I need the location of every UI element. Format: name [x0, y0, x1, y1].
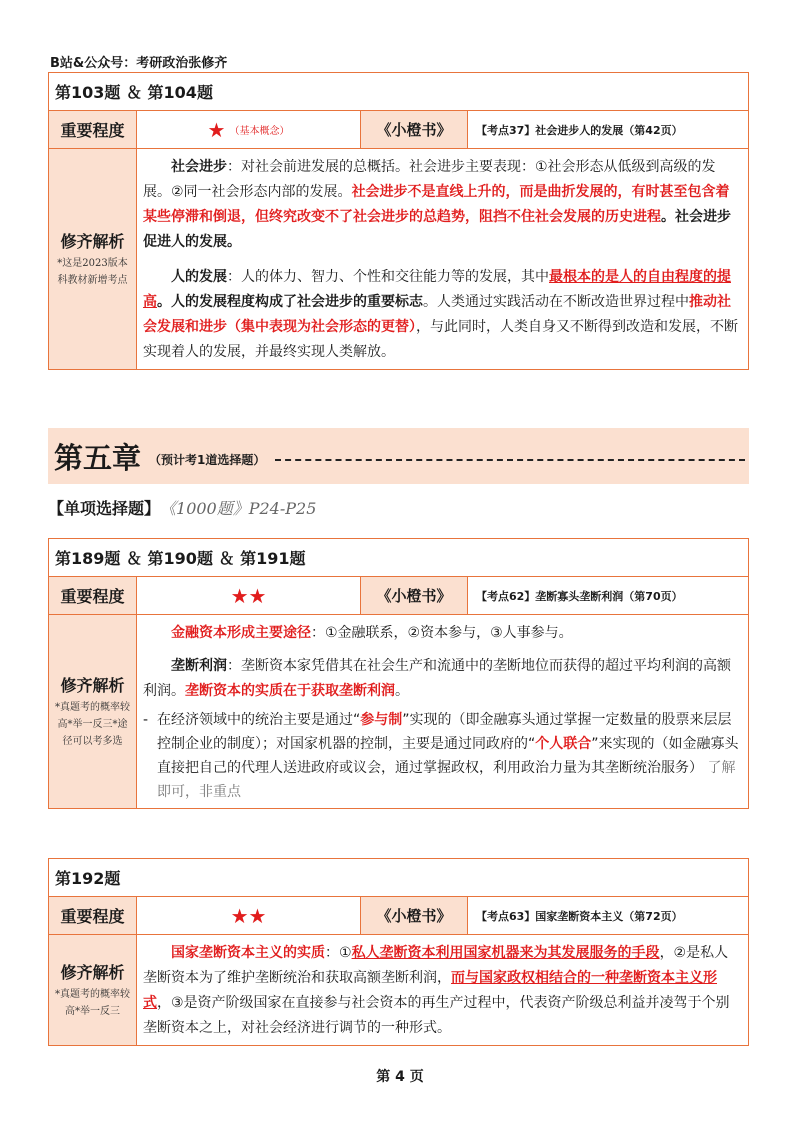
- book-label: 《小橙书》: [361, 577, 468, 614]
- importance-stars: ★★: [137, 897, 361, 934]
- key-point: 【考点63】国家垄断资本主义（第72页）: [476, 909, 683, 923]
- paragraph: 垄断利润：垄断资本家凭借其在社会生产和流通中的垄断地位而获得的超过平均利润的高额利润。垄断资本的实质在于获取垄断利润。: [143, 658, 731, 699]
- importance-label: 重要程度: [49, 577, 137, 614]
- importance-stars: [137, 111, 361, 148]
- book-label: 《小橙书》: [361, 897, 468, 934]
- analysis-label: 修齐解析: [60, 963, 125, 982]
- importance-row: [49, 111, 748, 149]
- analysis-note: *真题考的概率较高*举一反三*途径可以考多选: [55, 702, 130, 747]
- analysis-text: [137, 615, 748, 808]
- importance-label: 重要程度: [49, 111, 137, 148]
- importance-stars: ★★: [137, 577, 361, 614]
- page-number: 第 4 页: [376, 1069, 424, 1085]
- block-title: 第103题 ＆ 第104题: [49, 73, 748, 111]
- analysis-text: [137, 935, 748, 1045]
- bullet-icon: -: [143, 712, 149, 728]
- importance-row: [49, 897, 748, 935]
- block-title: 第192题: [49, 859, 748, 897]
- importance-label: 重要程度: [49, 897, 137, 934]
- star-note: （基本概念）: [229, 126, 290, 137]
- chapter-subtitle: （预计考1道选择题）: [149, 452, 266, 467]
- book-label: 《小橙书》: [361, 111, 468, 148]
- analysis-label-cell: [49, 615, 137, 808]
- analysis-text: [137, 149, 748, 369]
- dashed-divider: [275, 459, 745, 461]
- question-block-103: [48, 72, 749, 370]
- bullet-item: - 在经济领域中的统治主要是通过“参与制”实现的（即金融寡头通过掌握一定数量的股票来层层控制企业的制度）；对国家机器的控制，主要是通过同政府的“个人联合”来实现的（如金融寡头直接把自己的代理人送进政府或议会，通过掌握政权，利用政治力量为其垄断统治服务） 了解即可，非重点: [143, 708, 742, 804]
- analysis-row: [49, 149, 748, 369]
- analysis-note: *这是2023版本科教材新增考点: [57, 258, 128, 286]
- chapter-title: 第五章: [54, 440, 142, 475]
- question-block-189: [48, 538, 749, 809]
- chapter-banner: [48, 428, 749, 484]
- key-point: 【考点62】垄断寡头垄断利润（第70页）: [476, 589, 683, 603]
- analysis-note: *真题考的概率较高*举一反三: [55, 989, 130, 1017]
- analysis-label: 修齐解析: [60, 232, 125, 251]
- section-heading: 【单项选择题】 《1000题》P24-P25: [48, 499, 317, 518]
- analysis-label-cell: [49, 149, 137, 369]
- paragraph: 国家垄断资本主义的实质：①私人垄断资本利用国家机器来为其发展服务的手段，②是私人垄断资本为了维护垄断统治和获取高额垄断利润，而与国家政权相结合的一种垄断资本主义形式，③是资产阶级国家在直接参与社会资本的再生产过程中，代表资产阶级总利益并凌驾于个别垄断资本之上，对社会经济进行调节的一种形式。: [143, 945, 730, 1036]
- analysis-label: 修齐解析: [60, 676, 125, 695]
- importance-row: [49, 577, 748, 615]
- section-ref: 《1000题》P24-P25: [168, 499, 317, 518]
- source-header: B站&公众号：考研政治张修齐: [50, 56, 228, 71]
- analysis-row: [49, 615, 748, 808]
- paragraph: 社会进步：对社会前进发展的总概括。社会进步主要表现：①社会形态从低级到高级的发展。②同一社会形态内部的发展。社会进步不是直线上升的，而是曲折发展的，有时甚至包含着某些停滞和倒退，但终究改变不了社会进步的总趋势，阻挡不住社会发展的历史进程。社会进步促进人的发展。: [143, 159, 731, 250]
- paragraph: 金融资本形成主要途径：①金融联系，②资本参与，③人事参与。: [171, 625, 573, 641]
- analysis-label-cell: [49, 935, 137, 1045]
- paragraph: 人的发展：人的体力、智力、个性和交往能力等的发展，其中最根本的是人的自由程度的提高。人的发展程度构成了社会进步的重要标志。人类通过实践活动在不断改造世界过程中推动社会发展和进步（集中表现为社会形态的更替），与此同时，人类自身又不断得到改造和发展，不断实现着人的发展，并最终实现人类解放。: [143, 269, 738, 360]
- key-point: 【考点37】社会进步人的发展（第42页）: [476, 123, 683, 137]
- analysis-row: [49, 935, 748, 1045]
- star-icon: ★: [207, 117, 226, 142]
- question-block-192: [48, 858, 749, 1046]
- block-title: 第189题 ＆ 第190题 ＆ 第191题: [49, 539, 748, 577]
